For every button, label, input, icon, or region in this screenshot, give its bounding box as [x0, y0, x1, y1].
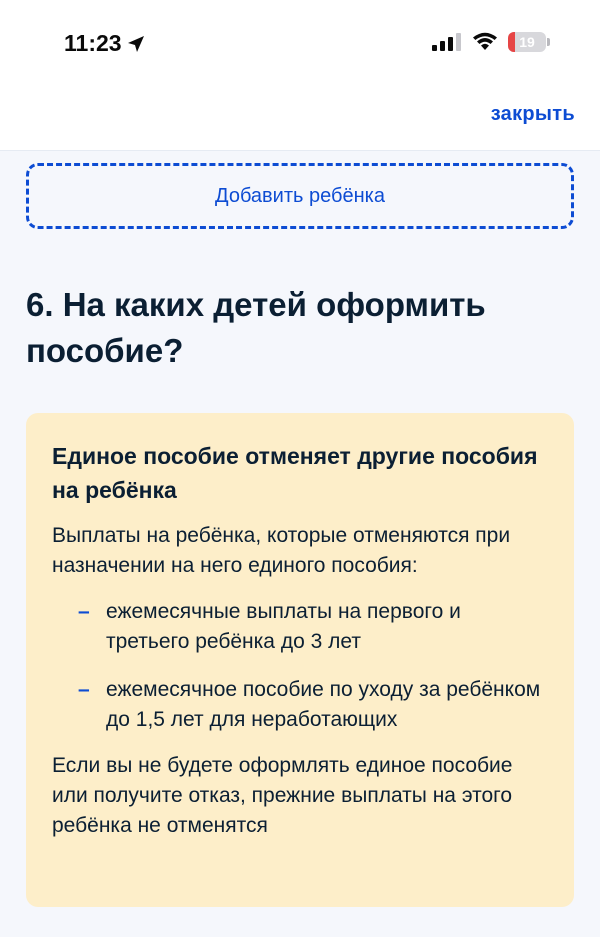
info-card-list	[52, 597, 548, 735]
status-time-text: 11:23	[64, 30, 122, 56]
info-card-intro: Выплаты на ребёнка, которые отменяются при назначении на него единого пособия:	[52, 524, 511, 577]
top-bar	[0, 0, 600, 151]
list-item	[52, 597, 548, 657]
location-arrow-icon	[126, 34, 146, 54]
status-time	[64, 30, 146, 57]
list-item	[52, 675, 548, 735]
close-link[interactable]: закрыть	[490, 103, 575, 125]
wifi-icon	[472, 32, 498, 52]
add-child-label: Добавить ребёнка	[215, 184, 385, 207]
status-icons	[432, 32, 550, 52]
battery-cap	[547, 38, 550, 46]
info-card-title: Единое пособие отменяет другие пособия на ребёнка	[52, 443, 538, 503]
cellular-signal-icon	[432, 32, 462, 52]
battery-icon	[508, 32, 550, 52]
dash-icon: –	[78, 678, 90, 701]
battery-level: 19	[519, 34, 535, 50]
add-child-button[interactable]	[26, 163, 574, 229]
dash-icon: –	[78, 600, 90, 623]
info-card-footer: Если вы не будете оформлять единое пособие или получите отказ, прежние выплаты на этого ребёнка не отменятся	[52, 754, 513, 837]
info-card	[26, 413, 574, 907]
list-item-text: ежемесячное пособие по уходу за ребёнком до 1,5 лет для неработающих	[106, 678, 541, 731]
section-title: 6. На каких детей оформить пособие?	[26, 286, 486, 369]
battery-body	[508, 32, 546, 52]
list-item-text: ежемесячные выплаты на первого и третьего ребёнка до 3 лет	[106, 600, 461, 653]
